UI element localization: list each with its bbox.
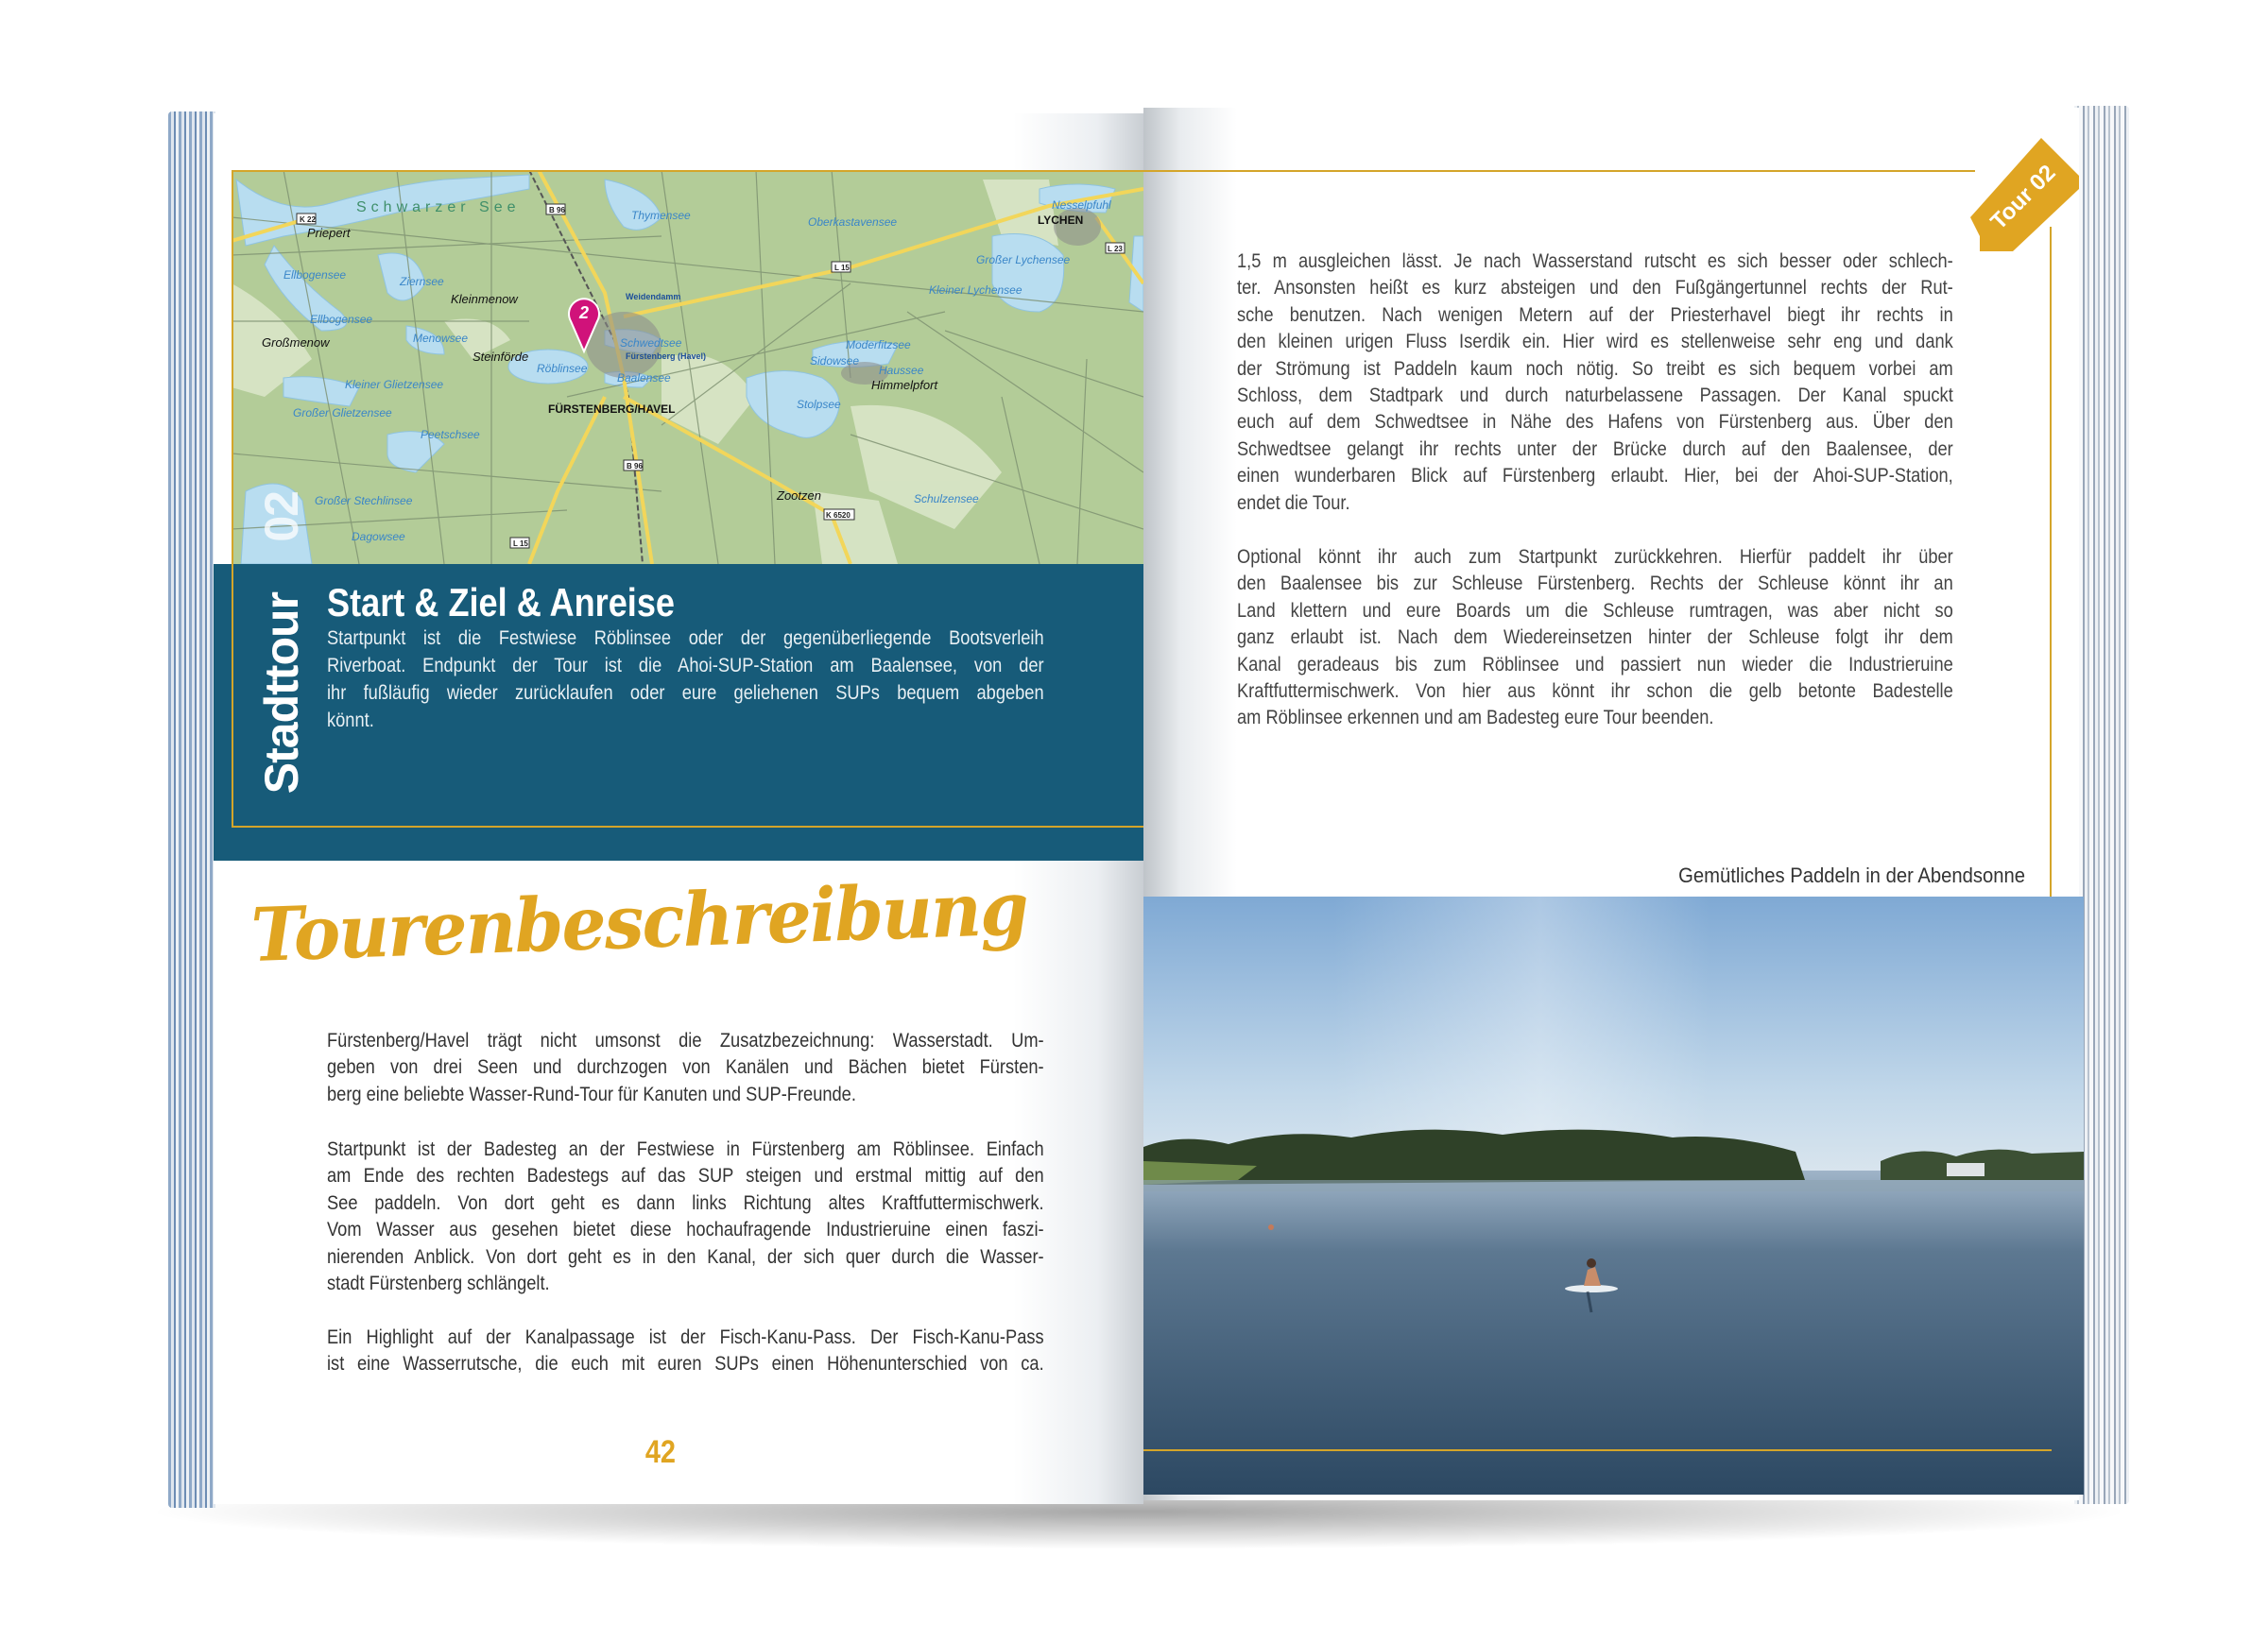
- text-line: Schwedtsee gelangt ihr rechts unter der Brücke durch auf den Baalensee, der: [1237, 437, 1953, 460]
- page-number: 42: [644, 1434, 676, 1470]
- map-label: FÜRSTENBERG/HAVEL: [548, 402, 676, 416]
- paragraph: [327, 1137, 1044, 1297]
- map-label: Kleiner Glietzensee: [345, 378, 444, 391]
- text-line: den kleinen urigen Fluss Iserdik ein. Hier wird es stellenweise sehr eng und dank: [1237, 331, 1953, 353]
- text-line: stadt Fürstenberg schlängelt.: [327, 1272, 550, 1294]
- map-label: Schwedtsee: [620, 336, 682, 350]
- text-line: am Ende des rechten Badestegs auf das SUP steigen und erstmal mittig auf den: [327, 1165, 1044, 1188]
- text-line: Land klettern und eure Boards um die Schleuse rumtragen, was aber nicht so: [1237, 599, 1953, 622]
- map-label: Stolpsee: [797, 398, 841, 411]
- gold-frame-line: [1143, 1449, 2052, 1451]
- text-line: ihr fußläufig wieder zurücklaufen oder eure geliehenen SUPs bequem abgeben: [327, 682, 1044, 704]
- text-line: ganz erlaubt ist. Nach dem Wiedereinsetzen hinter der Schleuse folgt ihr dem: [1237, 626, 1953, 649]
- tour-map: [232, 170, 1143, 564]
- text-line: Optional könnt ihr auch zum Startpunkt zurückkehren. Hierfür paddelt ihr über: [1237, 546, 1953, 568]
- map-label: Steinförde: [472, 350, 529, 364]
- text-line: Startpunkt ist die Festwiese Röblinsee oder der gegenüberliegende Bootsverleih: [327, 627, 1044, 649]
- text-line: 1,5 m ausgleichen lässt. Je nach Wasserstand rutscht es sich besser oder schlech-: [1237, 250, 1953, 272]
- paragraph: [1237, 544, 1953, 732]
- text-line: nierenden Anblick. Von dort geht es in den Kanal, der sich quer durch die Wasser-: [327, 1245, 1044, 1268]
- map-label: Zootzen: [777, 488, 821, 503]
- text-line: Vom Wasser aus gesehen bietet diese hochaufragende Industrieruine einen faszi-: [327, 1219, 1044, 1241]
- text-line: sche benutzen. Nach wenigen Metern auf der Priesterhavel biegt ihr rechts in: [1237, 303, 1953, 326]
- text-line: Startpunkt ist der Badesteg an der Festwiese in Fürstenberg am Röblinsee. Einfach: [327, 1138, 1044, 1160]
- text-line: geben von drei Seen und durchzogen von Kanälen und Bächen bietet Fürsten-: [327, 1056, 1044, 1079]
- text-line: einen wunderbaren Blick auf Fürstenberg erlaubt. Hier, bei der Ahoi-SUP-Station,: [1237, 465, 1953, 488]
- left-page-edges: [168, 111, 215, 1508]
- road-sign: L 23: [1108, 245, 1123, 253]
- map-label: Ellbogensee: [284, 268, 347, 282]
- svg-text:2: 2: [578, 303, 590, 322]
- gold-frame-line: [1143, 170, 1975, 172]
- paragraph: [327, 1325, 1044, 1378]
- road-sign: L 15: [834, 264, 850, 272]
- text-line: könnt.: [327, 710, 374, 731]
- map-label: Schwarzer See: [356, 199, 521, 215]
- text-line: den Baalensee bis zur Schleuse Fürstenberg. Rechts der Schleuse könnt ihr an: [1237, 573, 1953, 595]
- map-label: Großer Lychensee: [976, 253, 1071, 266]
- map-label: Ellbogensee: [310, 313, 373, 326]
- road-sign: L 15: [513, 539, 528, 548]
- map-label: Fürstenberg (Havel): [626, 351, 707, 361]
- map-label: Himmelpfort: [871, 378, 938, 392]
- map-label: Priepert: [307, 226, 351, 240]
- map-label: Haussee: [879, 364, 924, 377]
- map-label: Sidowsee: [810, 354, 860, 368]
- map-label: Moderfitzsee: [846, 338, 911, 351]
- text-line: See paddeln. Von dort geht es dann links Richtung altes Kraftfuttermischwerk.: [327, 1191, 1044, 1214]
- paragraph: [327, 1028, 1044, 1108]
- map-label: Röblinsee: [537, 362, 588, 375]
- road-sign: K 22: [300, 215, 316, 224]
- road-sign: B 96: [627, 462, 643, 470]
- tour-tag-label: Tour 02: [1985, 160, 2061, 235]
- text-line: berg eine beliebte Wasser-Rund-Tour für Kanuten und SUP-Freunde.: [327, 1083, 856, 1105]
- map-label: Großer Stechlinsee: [315, 494, 413, 507]
- lake-photo: [1143, 897, 2084, 1495]
- text-line: Kraftfuttermischwerk. Von hier aus könnt ihr schon die gelb betonte Badestelle: [1237, 679, 1953, 702]
- map-label: Ziernsee: [400, 275, 444, 288]
- side-tab: [253, 491, 310, 794]
- text-line: ter. Ansonsten heißt es kurz absteigen und den Fußgängertunnel rechts der Rut-: [1237, 277, 1953, 299]
- map-label: Baalensee: [617, 371, 671, 385]
- info-box-text: [327, 624, 1044, 734]
- section-heading: Tourenbeschreibung: [249, 865, 1029, 979]
- map-label: Großer Glietzensee: [293, 406, 392, 419]
- map-label: LYCHEN: [1038, 214, 1084, 227]
- text-line: am Röblinsee erkennen und am Badesteg eure Tour beenden.: [1237, 707, 1714, 729]
- text-line: der Strömung ist Paddeln kaum noch nötig. So treibt es sich bequem vorbei am: [1237, 357, 1953, 380]
- text-line: Ein Highlight auf der Kanalpassage ist der Fisch-Kanu-Pass. Der Fisch-Kanu-Pass: [327, 1326, 1044, 1348]
- text-line: Schloss, dem Stadtpark und durch naturbelassene Passagen. Der Kanal spuckt: [1237, 384, 1953, 406]
- side-tab-label: Stadttour: [255, 591, 308, 794]
- map-graphic: [232, 170, 1143, 564]
- text-line: euch auf dem Schwedtsee in Nähe des Hafens von Fürstenberg aus. Über den: [1237, 411, 1953, 434]
- text-line: Fürstenberg/Havel trägt nicht umsonst die Zusatzbezeichnung: Wasserstadt. Um-: [327, 1030, 1044, 1052]
- text-line: endet die Tour.: [1237, 491, 1350, 514]
- map-label: Nesselpfuhl: [1052, 198, 1111, 212]
- map-label: Thymensee: [631, 209, 691, 222]
- text-line: Riverboat. Endpunkt der Tour ist die Ahoi-SUP-Station am Baalensee, von der: [327, 655, 1044, 676]
- map-label: Kleiner Lychensee: [929, 283, 1022, 297]
- map-label: Peetschsee: [421, 428, 480, 441]
- map-label: Weidendamm: [626, 292, 681, 301]
- map-label: Dagowsee: [352, 530, 405, 543]
- paragraph: [1237, 248, 1953, 517]
- info-box-title: Start & Ziel & Anreise: [327, 580, 675, 624]
- text-line: Kanal geradeaus bis zum Röblinsee und passiert nun wieder die Industrieruine: [1237, 653, 1953, 676]
- map-label: Menowsee: [413, 332, 469, 345]
- tour-tag: [1966, 132, 2079, 251]
- road-sign: B 96: [549, 206, 565, 214]
- road-sign: K 6520: [826, 511, 850, 520]
- photo-caption: Gemütliches Paddeln in der Abendsonne: [1678, 864, 2025, 887]
- map-label: Oberkastavensee: [808, 215, 898, 229]
- side-tab-number: 02: [255, 491, 308, 542]
- map-label: Schulzensee: [914, 492, 979, 505]
- map-label: Kleinmenow: [451, 292, 518, 306]
- map-label: Großmenow: [262, 335, 330, 350]
- text-line: ist eine Wasserrutsche, die euch mit euren SUPs einen Höhenunterschied von ca.: [327, 1353, 1044, 1376]
